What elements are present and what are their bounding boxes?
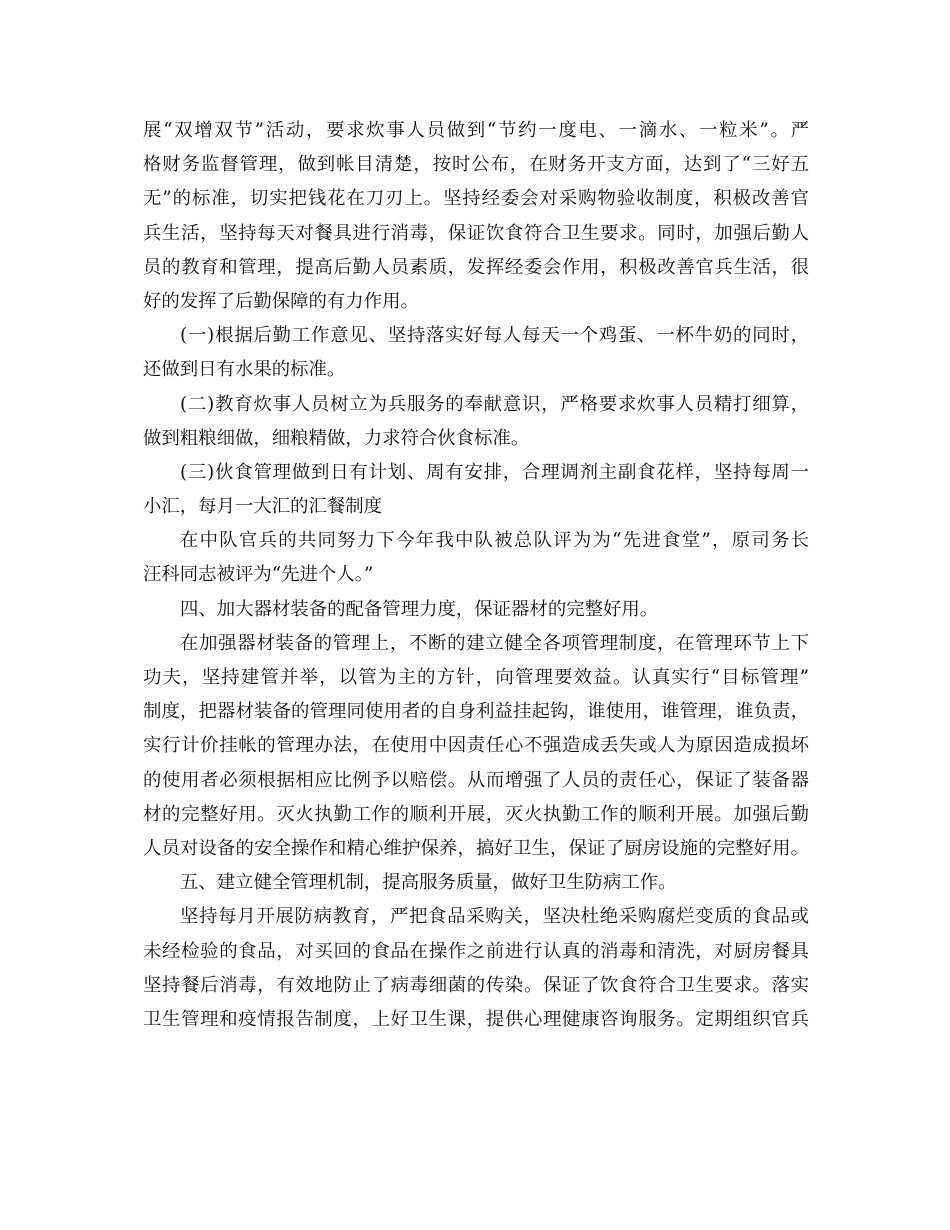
- text-line: 材的完整好用。灭火执勤工作的顺利开展，灭火执勤工作的顺利开展。加强后勤: [143, 803, 809, 825]
- text-line: 展“双增双节”活动，要求炊事人员做到“节约一度电、一滴水、一粒米”。严: [143, 120, 809, 141]
- text-line: 做到粗粮细做，细粮精做，力求符合伙食标准。: [143, 427, 530, 449]
- text-line: 坚持每月开展防病教育，严把食品采购关，坚决杜绝采购腐烂变质的食品或: [180, 906, 809, 928]
- text-line: 还做到日有水果的标准。: [143, 359, 346, 381]
- text-line: 功夫，坚持建管并举，以管为主的方针，向管理要效益。认真实行“目标管理”: [143, 667, 809, 688]
- text-line: 无”的标准，切实把钱花在刀刃上。坚持经委会对采购物验收制度，积极改善官: [143, 188, 809, 210]
- text-line: 坚持餐后消毒，有效地防止了病毒细菌的传染。保证了饮食符合卫生要求。落实: [143, 974, 809, 996]
- document-body: [143, 114, 809, 1037]
- text-line: 人员对设备的安全操作和精心维护保养，搞好卫生，保证了厨房设施的完整好用。: [143, 837, 809, 859]
- text-line: 在加强器材装备的管理上，不断的建立健全各项管理制度，在管理环节上下: [180, 632, 809, 654]
- text-line: 小汇，每月一大汇的汇餐制度: [143, 496, 383, 518]
- text-line: 在中队官兵的共同努力下今年我中队被总队评为为“先进食堂”，原司务长: [180, 530, 809, 552]
- text-line: 实行计价挂帐的管理办法，在使用中因责任心不强造成丢失或人为原因造成损坏: [143, 735, 809, 757]
- text-line: 员的教育和管理，提高后勤人员素质，发挥经委会作用，积极改善官兵生活，很: [143, 256, 809, 278]
- text-line: 兵生活，坚持每天对餐具进行消毒，保证饮食符合卫生要求。同时，加强后勤人: [143, 222, 809, 244]
- text-line: (一)根据后勤工作意见、坚持落实好每人每天一个鸡蛋、一杯牛奶的同时，: [180, 325, 809, 347]
- text-line: (三)伙食管理做到日有计划、周有安排，合理调剂主副食花样，坚持每周一: [180, 461, 809, 483]
- text-line: 的使用者必须根据相应比例予以赔偿。从而增强了人员的责任心，保证了装备器: [143, 769, 809, 791]
- text-line: 五、建立健全管理机制，提高服务质量，做好卫生防病工作。: [180, 872, 677, 894]
- text-line: 格财务监督管理，做到帐目清楚，按时公布，在财务开支方面，达到了“三好五: [143, 154, 809, 176]
- text-line: 未经检验的食品，对买回的食品在操作之前进行认真的消毒和清洗，对厨房餐具: [143, 940, 809, 962]
- text-line: 制度，把器材装备的管理同使用者的自身利益挂起钩，谁使用，谁管理，谁负责，: [143, 701, 809, 723]
- text-line: 卫生管理和疫情报告制度，上好卫生课，提供心理健康咨询服务。定期组织官兵: [143, 1008, 809, 1030]
- text-line: 汪科同志被评为“先进个人。”: [143, 564, 374, 586]
- text-line: 好的发挥了后勤保障的有力作用。: [143, 290, 419, 312]
- text-line: (二)教育炊事人员树立为兵服务的奉献意识，严格要求炊事人员精打细算，: [180, 393, 809, 415]
- text-line: 四、加大器材装备的配备管理力度，保证器材的完整好用。: [180, 598, 659, 620]
